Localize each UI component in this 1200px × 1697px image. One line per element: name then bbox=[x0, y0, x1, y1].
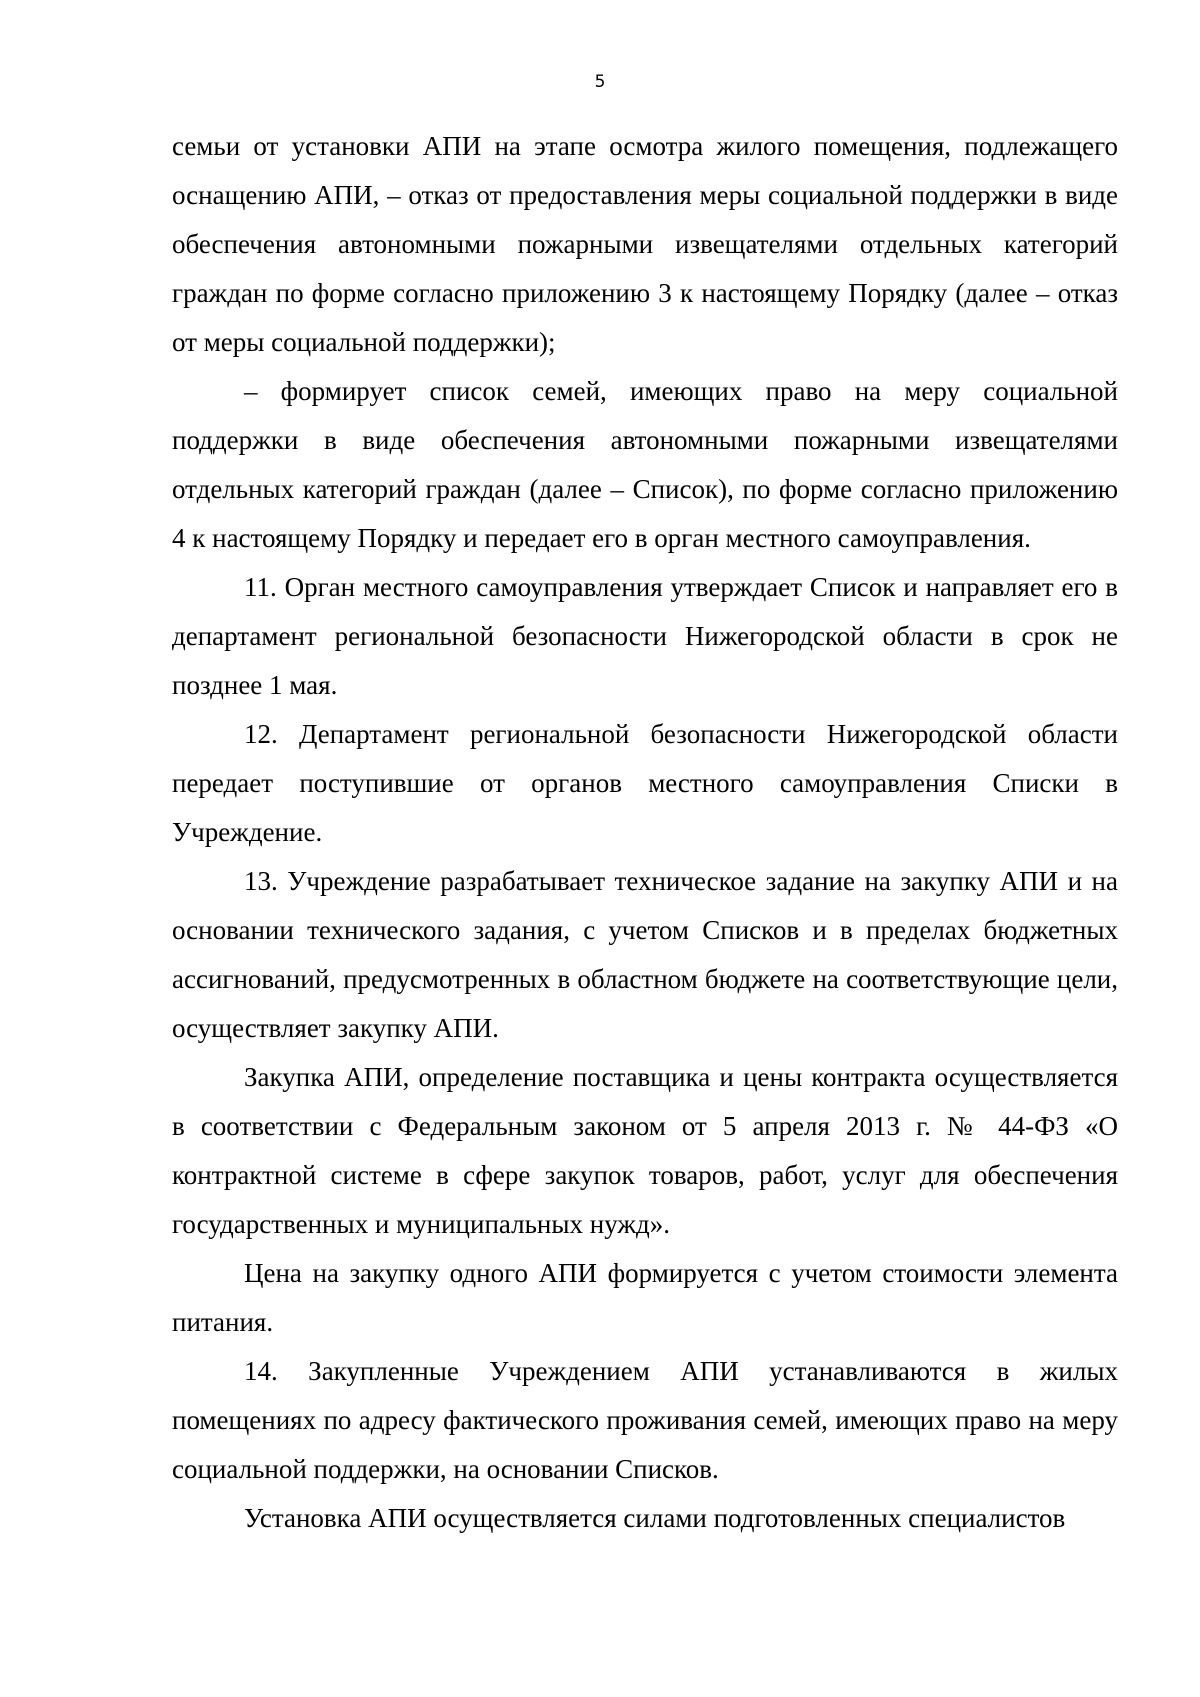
paragraph-list-item: – формирует список семей, имеющих право на меру социальной поддержки в виде обеспечения автономными пожарными извещателями отдельных категорий граждан (далее – Список), по форме согласно приложению 4 к настоящему Порядку и передает его в орган местного самоуправления. bbox=[172, 376, 1118, 553]
paragraph-price: Цена на закупку одного АПИ формируется с учетом стоимости элемента питания. bbox=[172, 1258, 1118, 1337]
paragraph-installation: Установка АПИ осуществляется силами подготовленных специалистов bbox=[244, 1503, 1066, 1533]
paragraph-procurement: Закупка АПИ, определение поставщика и цены контракта осуществляется в соответствии с Федеральным законом от 5 апреля 2013 г. № 44-ФЗ «О контрактной системе в сфере закупок товаров, работ, услуг для обеспечения государственных и муниципальных нужд». bbox=[172, 1062, 1118, 1239]
paragraph-item-14: 14. Закупленные Учреждением АПИ устанавливаются в жилых помещениях по адресу фактического проживания семей, имеющих право на меру социальной поддержки, на основании Списков. bbox=[172, 1356, 1118, 1484]
paragraph-item-13: 13. Учреждение разрабатывает техническое задание на закупку АПИ и на основании технического задания, с учетом Списков и в пределах бюджетных ассигнований, предусмотренных в областном бюджете на соответствующие цели, осуществляет закупку АПИ. bbox=[172, 866, 1118, 1043]
page-number: 5 bbox=[594, 72, 606, 92]
document-body bbox=[172, 122, 1118, 1543]
paragraph-continuation: семьи от установки АПИ на этапе осмотра жилого помещения, подлежащего оснащению АПИ, – отказ от предоставления меры социальной поддержки в виде обеспечения автономными пожарными извещателями отдельных категорий граждан по форме согласно приложению 3 к настоящему Порядку (далее – отказ от меры социальной поддержки); bbox=[172, 131, 1118, 357]
paragraph-item-12: 12. Департамент региональной безопасности Нижегородской области передает поступившие от органов местного самоуправления Списки в Учреждение. bbox=[172, 719, 1118, 847]
paragraph-item-11: 11. Орган местного самоуправления утверждает Список и направляет его в департамент региональной безопасности Нижегородской области в срок не позднее 1 мая. bbox=[172, 572, 1118, 700]
